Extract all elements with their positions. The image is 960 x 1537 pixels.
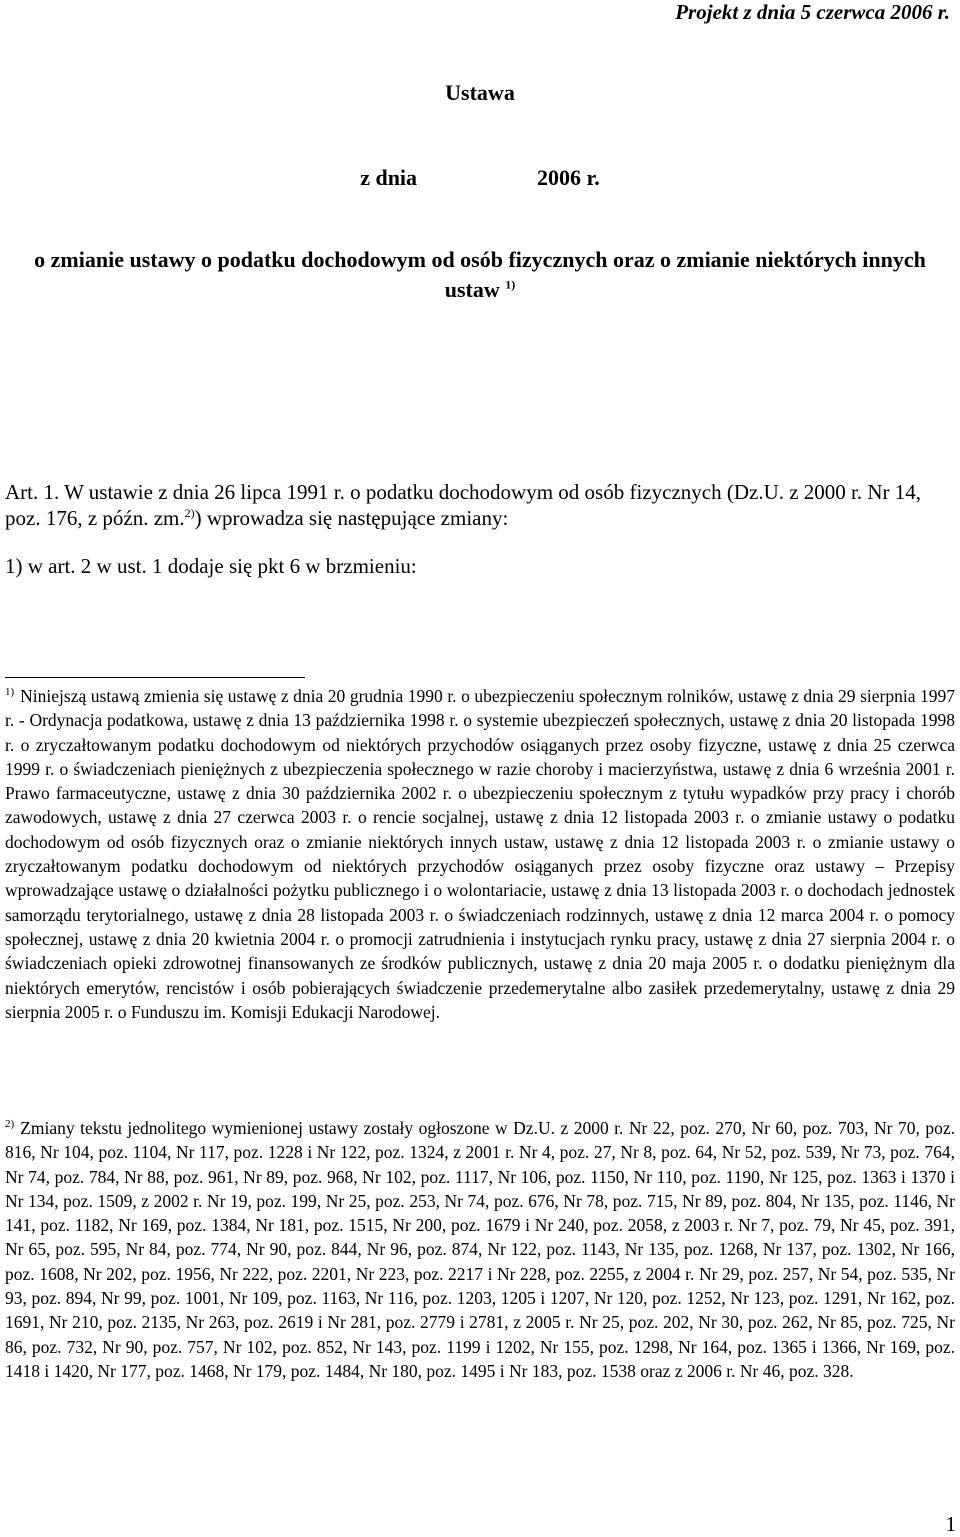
act-subject-text: o zmianie ustawy o podatku dochodowym od osób fizycznych oraz o zmianie niektórych innych ustaw (34, 247, 926, 302)
article-1 (5, 479, 955, 531)
footnote-1 (5, 684, 955, 1024)
act-date (0, 165, 960, 191)
page-number: 1 (945, 1512, 956, 1536)
act-date-prefix: z dnia (360, 165, 418, 190)
draft-header: Projekt z dnia 5 czerwca 2006 r. (675, 0, 950, 24)
article-1-tail: ) wprowadza się następujące zmiany: (194, 506, 509, 530)
act-date-year: 2006 r. (537, 165, 600, 190)
act-subject (10, 245, 950, 305)
footnote-2 (5, 1116, 955, 1383)
footnote-separator (5, 677, 305, 678)
footnote-ref-2: 2) (184, 506, 195, 520)
footnote-ref-1: 1) (505, 277, 516, 292)
footnote-2-mark: 2) (5, 1118, 15, 1131)
footnote-2-text: Zmiany tekstu jednolitego wymienionej ustawy zostały ogłoszone w Dz.U. z 2000 r. Nr 22, poz. 270, Nr 60, poz. 703, Nr 70, poz. 816, Nr 104, poz. 1104, Nr 117, poz. 1228 i Nr 122, poz. 1324, z 2001 r. Nr 4, poz. 27, Nr 8, poz. 64, Nr 52, poz. 539, Nr 73, poz. 764, Nr 74, poz. 784, Nr 88, poz. 961, Nr 89, poz. 968, Nr 102, poz. 1117, Nr 106, poz. 1150, Nr 110, poz. 1190, Nr 125, poz. 1363 i 1370 i Nr 134, poz. 1509, z 2002 r. Nr 19, poz. 199, Nr 25, poz. 253, Nr 74, poz. 676, Nr 78, poz. 715, Nr 89, poz. 804, Nr 135, poz. 1146, Nr 141, poz. 1182, Nr 169, poz. 1384, Nr 181, poz. 1515, Nr 200, poz. 1679 i Nr 240, poz. 2058, z 2003 r. Nr 7, poz. 79, Nr 45, poz. 391, Nr 65, poz. 595, Nr 84, poz. 774, Nr 90, poz. 844, Nr 96, poz. 874, Nr 122, poz. 1143, Nr 135, poz. 1268, Nr 137, poz. 1302, Nr 166, poz. 1608, Nr 202, poz. 1956, Nr 222, poz. 2201, Nr 223, poz. 2217 i Nr 228, poz. 2255, z 2004 r. Nr 29, poz. 257, Nr 54, poz. 535, Nr 93, poz. 894, Nr 99, poz. 1001, Nr 109, poz. 1163, Nr 116, poz. 1203, 1205 i 1207, Nr 120, poz. 1252, Nr 123, poz. 1291, Nr 162, poz. 1691, Nr 210, poz. 2135, Nr 263, poz. 2619 i Nr 281, poz. 2779 i 2781, z 2005 r. Nr 25, poz. 202, Nr 30, poz. 262, Nr 85, poz. 725, Nr 86, poz. 732, Nr 90, poz. 757, Nr 102, poz. 852, Nr 143, poz. 1199 i 1202, Nr 155, poz. 1298, Nr 164, poz. 1365 i 1366, Nr 169, poz. 1418 i 1420, Nr 177, poz. 1468, Nr 179, poz. 1484, Nr 180, poz. 1495 i Nr 183, poz. 1538 oraz z 2006 r. Nr 46, poz. 328. (5, 1118, 955, 1381)
act-title: Ustawa (445, 80, 515, 105)
footnote-1-mark: 1) (5, 686, 15, 699)
footnote-1-text: Niniejszą ustawą zmienia się ustawę z dnia 20 grudnia 1990 r. o ubezpieczeniu społecznym rolników, ustawę z dnia 29 sierpnia 1997 r. - Ordynacja podatkowa, ustawę z dnia 13 października 1998 r. o systemie ubezpieczeń społecznych, ustawę z dnia 20 listopada 1998 r. o zryczałtowanym podatku dochodowym od niektórych przychodów osiąganych przez osoby fizyczne, ustawę z dnia 25 czerwca 1999 r. o świadczeniach pieniężnych z ubezpieczenia społecznego w razie choroby i macierzyństwa, ustawę z dnia 6 września 2001 r. Prawo farmaceutyczne, ustawę z dnia 30 października 2002 r. o ubezpieczeniu społecznym z tytułu wypadków przy pracy i chorób zawodowych, ustawę z dnia 27 czerwca 2003 r. o rencie socjalnej, ustawę z dnia 12 listopada 2003 r. o zmianie ustawy o podatku dochodowym od osób fizycznych oraz o zmianie niektórych innych ustaw, ustawę z dnia 12 listopada 2003 r. o zmianie ustawy o zryczałtowanym podatku dochodowym od niektórych przychodów osiąganych przez osoby fizyczne oraz ustawy – Przepisy wprowadzające ustawę o działalności pożytku publicznego i o wolontariacie, ustawę z dnia 13 listopada 2003 r. o dochodach jednostek samorządu terytorialnego, ustawę z dnia 28 listopada 2003 r. o świadczeniach rodzinnych, ustawę z dnia 12 marca 2004 r. o pomocy społecznej, ustawę z dnia 20 kwietnia 2004 r. o promocji zatrudnienia i instytucjach rynku pracy, ustawę z dnia 27 sierpnia 2004 r. o świadczeniach opieki zdrowotnej finansowanych ze środków publicznych, ustawę z dnia 20 maja 2005 r. o dodatku pieniężnym dla niektórych emerytów, rencistów i osób pobierających świadczenie przedemerytalne albo zasiłek przedemerytalny, ustawę z dnia 29 sierpnia 2005 r. o Funduszu im. Komisji Edukacji Narodowej. (5, 686, 955, 1022)
article-1-item-1: 1) w art. 2 w ust. 1 dodaje się pkt 6 w brzmieniu: (5, 554, 417, 578)
article-1-lead: Art. 1. W ustawie z dnia 26 lipca 1991 r. o podatku dochodowym od osób fizycznych (Dz.U. z 2000 r. Nr 14, poz. 176, z późn. zm. (5, 480, 922, 530)
